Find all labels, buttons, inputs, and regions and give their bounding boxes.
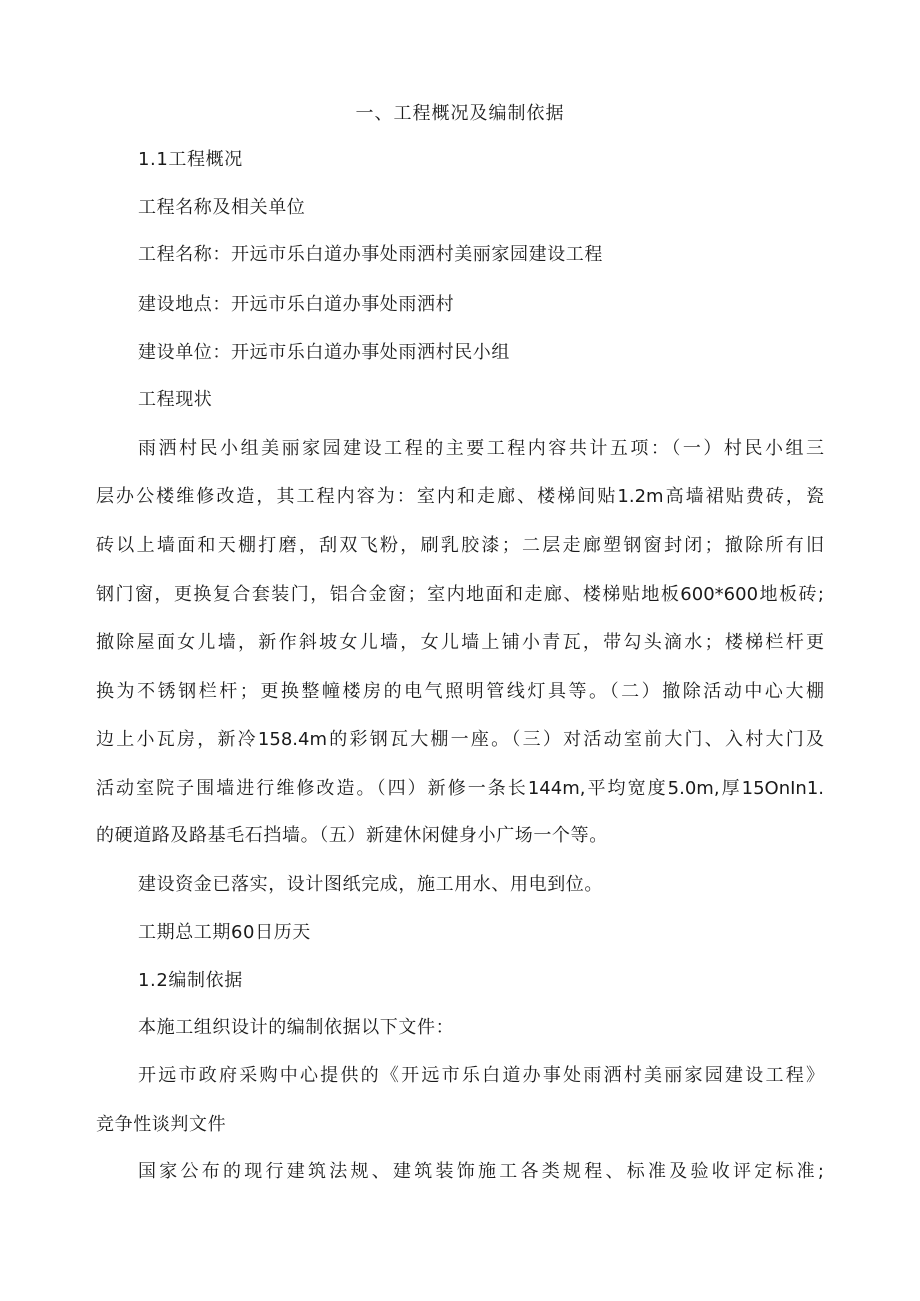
- units-subtitle: 工程名称及相关单位: [138, 197, 306, 218]
- paragraph-line: 雨洒村民小组美丽家园建设工程的主要工程内容共计五项：（一）村民小组三: [138, 438, 824, 459]
- paragraph-line: 的硬道路及路基毛石挡墙。（五）新建休闲健身小广场一个等。: [96, 825, 608, 846]
- basis-item-2: 国家公布的现行建筑法规、建筑装饰施工各类规程、标准及验收评定标准;: [138, 1161, 824, 1182]
- location-line: 建设地点：开远市乐白道办事处雨洒村: [138, 294, 455, 315]
- basis-item-1-cont: 竞争性谈判文件: [96, 1114, 227, 1135]
- basis-item-1: 开远市政府采购中心提供的《开远市乐白道办事处雨洒村美丽家园建设工程》: [138, 1065, 824, 1086]
- status-subtitle: 工程现状: [138, 389, 213, 410]
- basis-intro-line: 本施工组织设计的编制依据以下文件：: [138, 1017, 455, 1038]
- paragraph-line: 层办公楼维修改造，其工程内容为：室内和走廊、楼梯间贴1.2m高墙裙贴费砖，瓷: [96, 486, 824, 507]
- funding-line: 建设资金已落实，设计图纸完成，施工用水、用电到位。: [138, 874, 603, 895]
- chapter-heading: 一、工程概况及编制依据: [355, 103, 565, 124]
- paragraph-line: 活动室院子围墙进行维修改造。（四）新修一条长144m,平均宽度5.0m,厚15OnIn1.: [96, 778, 824, 799]
- paragraph-line: 边上小瓦房，新冷158.4m的彩钢瓦大棚一座。（三）对活动室前大门、入村大门及: [96, 729, 824, 750]
- builder-line: 建设单位：开远市乐白道办事处雨洒村民小组: [138, 342, 510, 363]
- paragraph-line: 撤除屋面女儿墙，新作斜坡女儿墙，女儿墙上铺小青瓦，带勾头滴水；楼梯栏杆更: [96, 632, 824, 653]
- paragraph-line: 砖以上墙面和天棚打磨，刮双飞粉，刷乳胶漆；二层走廊塑钢窗封闭；撤除所有旧: [96, 535, 824, 556]
- period-line: 工期总工期60日历天: [138, 922, 311, 943]
- project-name-line: 工程名称：开远市乐白道办事处雨洒村美丽家园建设工程: [138, 244, 603, 265]
- paragraph-line: 换为不锈钢栏杆；更换整幢楼房的电气照明管线灯具等。（二）撤除活动中心大棚: [96, 681, 824, 702]
- section-1-2-title: 1.2编制依据: [138, 970, 243, 991]
- paragraph-line: 钢门窗，更换复合套装门，铝合金窗；室内地面和走廊、楼梯贴地板600*600地板砖;: [96, 584, 824, 605]
- section-1-1-title: 1.1工程概况: [138, 149, 243, 170]
